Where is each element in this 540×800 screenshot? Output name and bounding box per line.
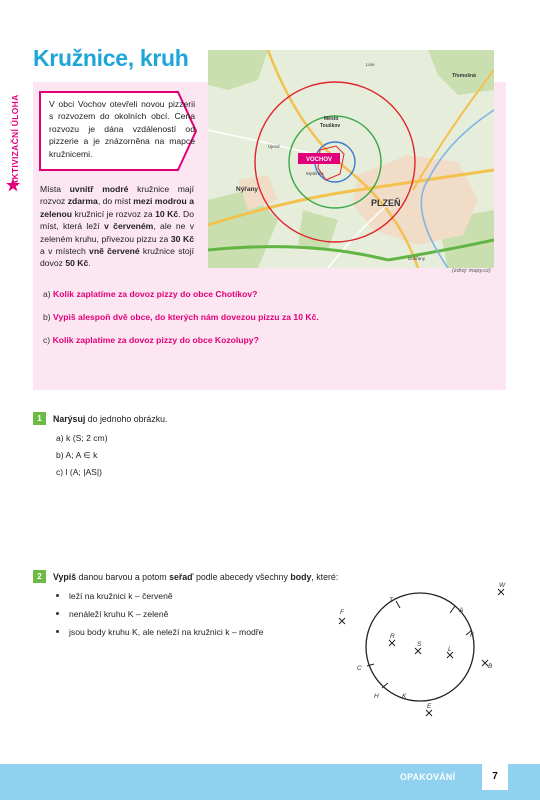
point-crosses (339, 589, 504, 716)
point-S-cross (415, 648, 421, 654)
exercise-1-item: b) A; A ∈ k (56, 450, 98, 460)
point-label: H (374, 693, 379, 700)
nyrany-label: Nýřany (236, 186, 259, 193)
point-F-cross (339, 618, 345, 624)
tick-A (450, 606, 455, 613)
point-label: S (417, 641, 422, 648)
point-label: K (470, 632, 475, 639)
tremosna-label: Třemošná (452, 73, 476, 79)
exercise-2-bullet: leží na kružnici k – červeně (56, 591, 173, 601)
map-place-label: Újezd (268, 144, 280, 149)
question-label: a) (43, 289, 51, 299)
map-source: (zdroj: mapy.cz) (452, 268, 491, 274)
exercise-2-bullet: jsou body kruhu K, ale neleží na kružnici k – modře (56, 627, 263, 637)
point-R-cross (389, 640, 395, 646)
point-E-cross (426, 710, 432, 716)
rules-text: Místa uvnitř modré kružnice mají rozvoz zdarma, do míst mezi modrou a zelenou kružnicí je rozvoz za 10 Kč. Do míst, která leží v červeném, ale ne v zeleném kruhu, přivezou pizzu za 30 Kč a v místech vně červené kružnice stojí dovoz 50 Kč. (40, 184, 195, 269)
exercise-number-badge: 1 (33, 412, 46, 425)
tick-T (396, 601, 400, 608)
delivery-map (208, 50, 494, 268)
exercise-1-item: c) l (A; |AS|) (56, 467, 103, 477)
intro-text: V obci Vochov otevřeli novou pizzerii s rozvozem do okolních obcí. Cena rozvozu je dána vzdáleností od pizzerie a je znázorněna na mapce kružnicemi. (49, 99, 195, 159)
exercise-1-item: a) k (S; 2 cm) (56, 433, 108, 443)
point-label: L (448, 646, 452, 653)
mesto-label: Město (324, 116, 339, 122)
star-icon (6, 178, 20, 192)
point-label: A (459, 607, 464, 614)
point-label: C (357, 665, 362, 672)
page-title: Kružnice, kruh (33, 45, 189, 71)
map-place-label: Dobřany (408, 256, 426, 261)
map-place-label: Myslinka (306, 171, 324, 176)
point-label: B (488, 663, 493, 670)
bullet-dot-icon (56, 594, 59, 597)
question-text: Kolik zaplatíme za dovoz pizzy do obce Chotíkov? (53, 289, 258, 299)
point-label: T (389, 597, 393, 604)
point-label: K (402, 693, 407, 700)
point-label: F (340, 609, 344, 616)
question-c (43, 335, 259, 345)
exercise-2-heading: Vypiš danou barvou a potom seřaď podle abecedy všechny body, které: (53, 572, 339, 582)
side-label (3, 80, 29, 190)
question-a (43, 289, 257, 299)
exercise-number-badge: 2 (33, 570, 46, 583)
point-label: R (390, 633, 395, 640)
question-label: b) (43, 312, 51, 322)
side-label-text: AKTIVIZAČNÍ ÚLOHA (10, 94, 20, 186)
tick-C (367, 664, 374, 666)
exercise-2-bullet: nenáleží kruhu K – zeleně (56, 609, 168, 619)
vochov-label: VOCHOV (305, 157, 333, 163)
bullet-dot-icon (56, 612, 59, 615)
footer-bar (0, 764, 540, 800)
question-text: Kolik zaplatíme za dovoz pizzy do obce Kozolupy? (52, 335, 259, 345)
bullet-dot-icon (56, 630, 59, 633)
point-label: W (499, 582, 506, 589)
points-circle-diagram (332, 580, 517, 720)
exercise-1-heading: Narýsuj do jednoho obrázku. (53, 414, 168, 424)
touskov-label: Touškov (320, 123, 341, 129)
question-text: Vypiš alespoň dvě obce, do kterých nám dovezou pizzu za 10 Kč. (53, 312, 319, 322)
page-number: 7 (492, 771, 498, 782)
question-label: c) (43, 335, 51, 345)
point-W-cross (498, 589, 504, 595)
question-b (43, 312, 319, 322)
map-place-label: Line (366, 62, 375, 67)
plzen-label: PLZEŇ (371, 198, 401, 208)
footer-section-label: OPAKOVÁNÍ (400, 772, 456, 782)
point-label: E (427, 703, 432, 710)
